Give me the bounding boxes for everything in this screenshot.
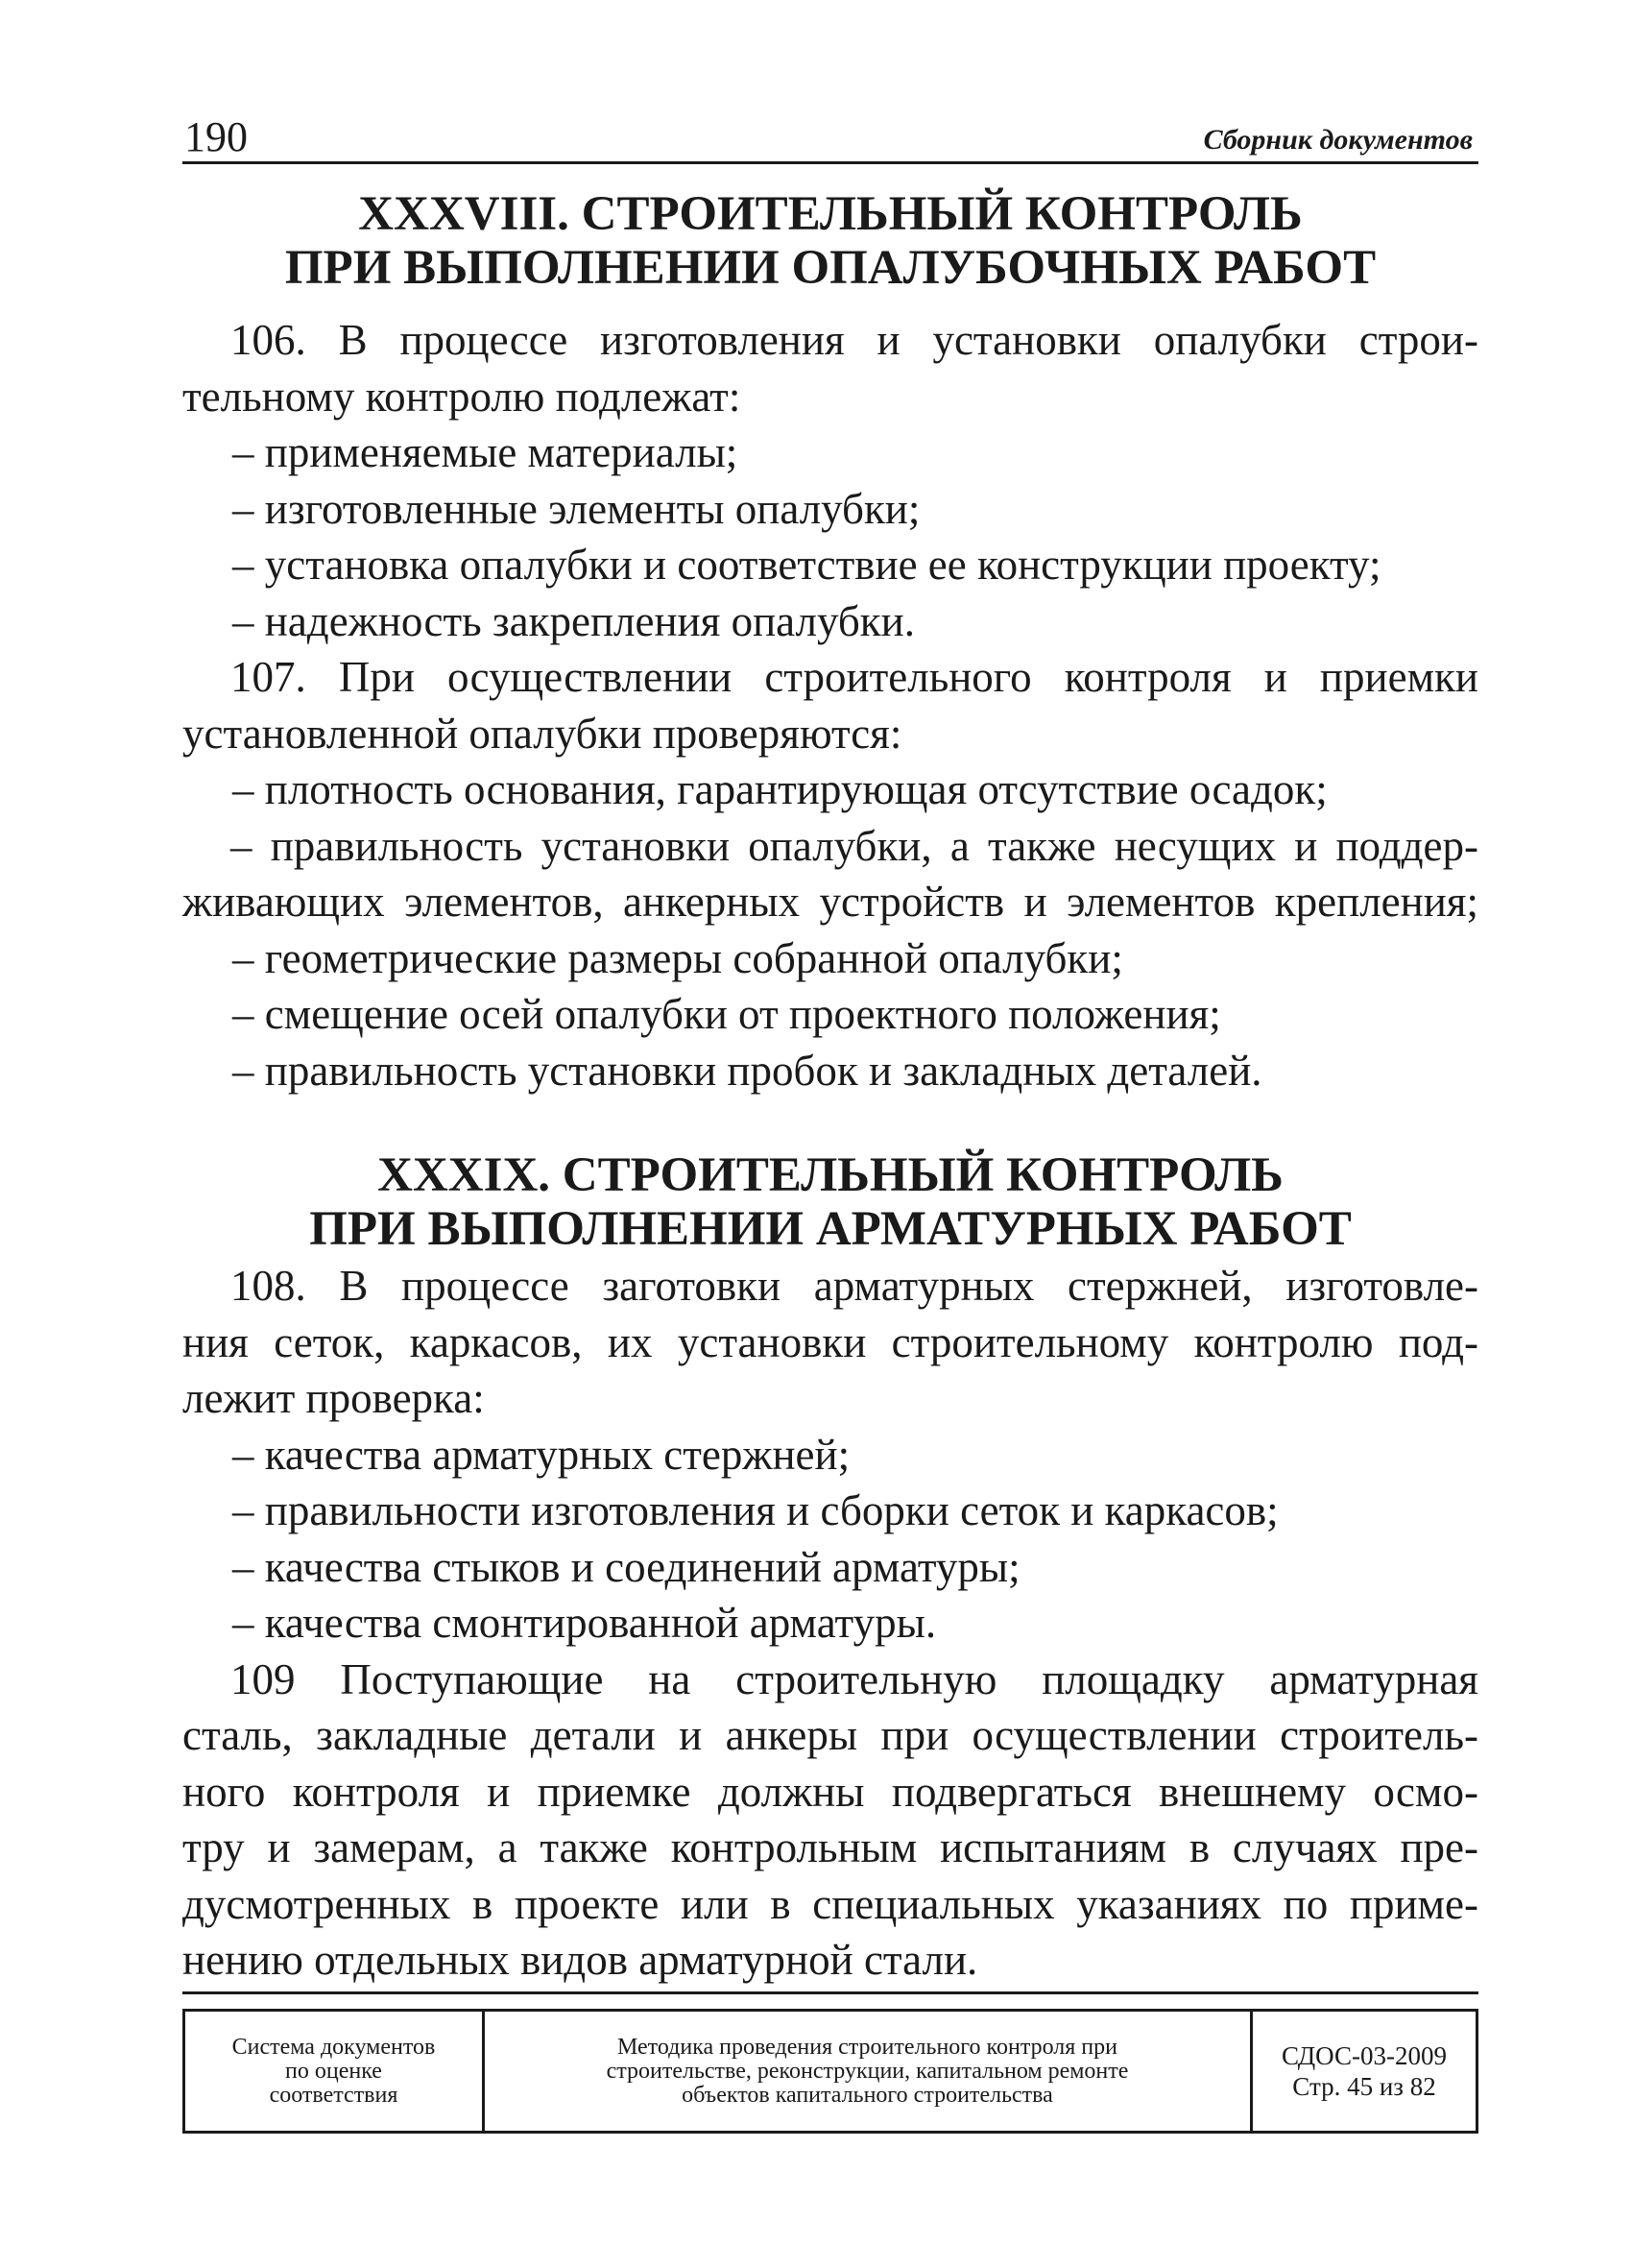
list-item-line: – правильность установки опалубки, а также несущих и поддер- <box>230 821 1478 870</box>
paragraph-line: ного контроля и приемке должны подвергаться внешнему осмо- <box>182 1767 1478 1816</box>
list-item: – качества арматурных стержней; <box>232 1430 851 1479</box>
paragraph-109 <box>182 1652 1478 1989</box>
footer-text: объектов капитального строительства <box>682 2082 1053 2108</box>
collection-title: Сборник документов <box>1203 124 1473 156</box>
list-item: – качества стыков и соединений арматуры; <box>232 1542 1021 1591</box>
list-item: – правильность установки пробок и закладных деталей. <box>232 1046 1262 1095</box>
paragraph-line: 107. При осуществлении строительного контроля и приемки <box>230 653 1478 701</box>
section-heading-xxxix <box>182 1148 1478 1256</box>
footer-text: Методика проведения строительного контроля при <box>616 2034 1117 2060</box>
footer-code-cell <box>1253 2012 1476 2131</box>
heading-line: ПРИ ВЫПОЛНЕНИИ ОПАЛУБОЧНЫХ РАБОТ <box>284 241 1377 295</box>
footer-text: соответствия <box>269 2082 398 2108</box>
footer-text: Система документов <box>231 2034 436 2060</box>
document-footer-table <box>182 2009 1478 2134</box>
document-code: СДОС-03-2009 <box>1282 2041 1447 2070</box>
list-item: – правильности изготовления и сборки сеток и каркасов; <box>232 1486 1279 1534</box>
paragraph-line: нению отдельных видов арматурной стали. <box>182 1936 978 1984</box>
paragraph-line: 108. В процессе заготовки арматурных стержней, изготовле- <box>230 1262 1478 1310</box>
list-item: – плотность основания, гарантирующая отсутствие осадок; <box>232 765 1328 813</box>
paragraph-line: сталь, закладные детали и анкеры при осуществлении строитель- <box>182 1711 1478 1759</box>
heading-line: XXXIX. СТРОИТЕЛЬНЫЙ КОНТРОЛЬ <box>377 1148 1284 1202</box>
footer-rule <box>182 1991 1478 1994</box>
list-item: – применяемые материалы; <box>232 428 738 476</box>
paragraph-line: тельному контролю подлежат: <box>182 372 741 421</box>
footer-title-cell <box>485 2012 1253 2131</box>
paragraph-line: 109 Поступающие на строительную площадку арматурная <box>230 1654 1478 1703</box>
footer-system-cell <box>185 2012 485 2131</box>
list-item-line: живающих элементов, анкерных устройств и элементов крепления; <box>182 878 1478 926</box>
paragraph-107 <box>182 649 1478 1098</box>
paragraph-106 <box>182 312 1478 649</box>
paragraph-108 <box>182 1258 1478 1652</box>
list-item: – смещение осей опалубки от проектного положения; <box>232 990 1221 1038</box>
list-item: – надежность закрепления опалубки. <box>232 596 915 645</box>
list-item: – установка опалубки и соответствие ее конструкции проекту; <box>232 541 1381 589</box>
page-number: 190 <box>184 113 248 160</box>
list-item: – геометрические размеры собранной опалубки; <box>232 933 1123 982</box>
footer-text: по оценке <box>285 2058 382 2084</box>
list-item: – качества смонтированной арматуры. <box>232 1599 937 1647</box>
paragraph-line: тру и замерам, а также контрольным испытаниям в случаях пре- <box>182 1823 1478 1871</box>
paragraph-line: лежит проверка: <box>182 1374 485 1422</box>
running-header <box>182 106 1478 164</box>
footer-text: строительстве, реконструкции, капитальном ремонте <box>606 2058 1129 2084</box>
paragraph-line: дусмотренных в проекте или в специальных указаниях по приме- <box>182 1879 1478 1928</box>
document-page <box>182 106 1478 1989</box>
heading-line: XXXVIII. СТРОИТЕЛЬНЫЙ КОНТРОЛЬ <box>358 187 1303 241</box>
list-item-wrapped <box>182 818 1478 930</box>
list-item: – изготовленные элементы опалубки; <box>232 484 921 533</box>
section-heading-xxxviii <box>182 187 1478 295</box>
paragraph-line: ния сеток, каркасов, их установки строительному контролю под- <box>182 1317 1478 1366</box>
heading-line: ПРИ ВЫПОЛНЕНИИ АРМАТУРНЫХ РАБОТ <box>309 1202 1352 1256</box>
paragraph-line: установленной опалубки проверяются: <box>182 709 902 758</box>
paragraph-line: 106. В процессе изготовления и установки опалубки строи- <box>230 316 1478 364</box>
page-counter: Стр. 45 из 82 <box>1292 2072 1436 2101</box>
